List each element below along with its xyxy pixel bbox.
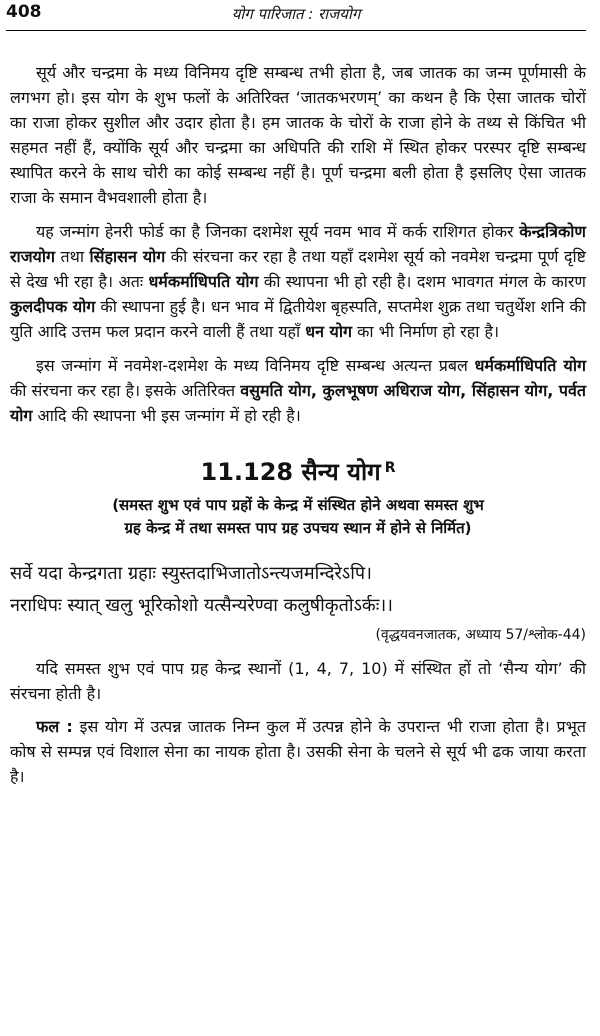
paragraph-1: सूर्य और चन्द्रमा के मध्य विनिमय दृष्टि सम्बन्ध तभी होता है, जब जातक का जन्म पूर्णमासी के लगभग हो। इस योग के शुभ फलों के अतिरिक्त ‘जातकभरणम्’ का कथन है कि ऐसा जातक चोरों का राजा होकर सुशील और उदार होता है। हम जातक के चोरों के राजा होने के तथ्य से किंचित भी सहमत नहीं हैं, क्योंकि सूर्य और चन्द्रमा का अधिपति की राशि में स्थित होकर परस्पर दृष्टि सम्बन्ध स्थापित करने के साथ चोरी का कोई सम्बन्ध नहीं है। पूर्ण चन्द्रमा बली होता है इसलिए ऐसा जातक राजा के समान वैभवशाली होता है।: [10, 63, 586, 207]
text-run: इस योग में उत्पन्न जातक निम्न कुल में उत्पन्न होने के उपरान्त भी राजा होता है। प्रभूत कोष से सम्पन्न एवं विशाल सेना का नायक होता है। उसकी सेना के चलने से सूर्य भी ढक जाया करता है।: [10, 717, 587, 786]
text-run: आदि की स्थापना भी इस जन्मांग में हो रही है।: [32, 406, 301, 425]
paragraph-5: [10, 714, 586, 789]
bold-term: केन्द्रत्रिकोण राजयोग: [10, 222, 586, 266]
bold-term: वसुमति योग, कुलभूषण अधिराज योग, सिंहासन योग, पर्वत योग: [10, 381, 586, 425]
paragraph-2: [10, 219, 586, 344]
text-run: इस जन्मांग में नवमेश-दशमेश के मध्य विनिमय दृष्टि सम्बन्ध अत्यन्त प्रबल: [36, 356, 475, 375]
sanskrit-verse: [10, 558, 586, 648]
text-run: की स्थापना भी हो रही है। दशम भावगत मंगल के कारण: [258, 272, 587, 291]
bold-term: धर्मकर्माधिपति योग: [474, 356, 586, 375]
page-number: 408: [6, 2, 42, 22]
subtitle-line: ग्रह केन्द्र में तथा समस्त पाप ग्रह उपचय स्थान में होने से निर्मित): [124, 519, 472, 537]
section-marker: R: [384, 460, 396, 476]
bold-term: धर्मकर्माधिपति योग: [148, 272, 259, 291]
section-heading: [10, 452, 586, 488]
text-run: की संरचना कर रहा है। इसके अतिरिक्त: [10, 381, 241, 400]
text-run: यह जन्मांग हेनरी फोर्ड का है जिनका दशमेश सूर्य नवम भाव में कर्क राशिगत होकर: [36, 222, 520, 241]
text-run: तथा: [55, 247, 90, 266]
paragraph-3: [10, 353, 586, 428]
verse-line-2: नराधिपः स्यात् खलु भूरिकोशो यत्सैन्यरेण्वा कलुषीकृतोऽर्कः।।: [10, 595, 394, 616]
bold-term: सिंहासन योग: [89, 247, 166, 266]
verse-line-1: सर्वे यदा केन्द्रगता ग्रहाः स्युस्तदाभिजातोऽन्त्यजमन्दिरेऽपि।: [10, 563, 372, 584]
page-body: [6, 60, 586, 789]
paragraph-4: यदि समस्त शुभ एवं पाप ग्रह केन्द्र स्थानों (1, 4, 7, 10) में संस्थित हों तो ‘सैन्य योग’ की संरचना होती है।: [10, 659, 586, 703]
bold-term: धन योग: [305, 322, 352, 341]
section-subtitle: [10, 494, 586, 540]
running-title: योग पारिजात : राजयोग: [231, 5, 361, 23]
subtitle-line: (समस्त शुभ एवं पाप ग्रहों के केन्द्र में संस्थित होने अथवा समस्त शुभ: [112, 496, 484, 514]
text-run: की स्थापना हुई है। धन भाव में द्वितीयेश बृहस्पति, सप्तमेश शुक्र तथा चतुर्थेश शनि की युति आदि उत्तम फल प्रदान करने वाली हैं तथा यहाँ: [10, 297, 586, 341]
page-header: [6, 0, 586, 31]
verse-source: (वृद्धयवनजातक, अध्याय 57/श्लोक-44): [375, 627, 586, 643]
result-label: फल :: [36, 717, 73, 736]
section-title: 11.128 सैन्य योग: [200, 458, 381, 486]
bold-term: कुलदीपक योग: [10, 297, 96, 316]
text-run: का भी निर्माण हो रहा है।: [351, 322, 500, 341]
text-run: की संरचना कर रहा है तथा यहाँ दशमेश सूर्य को नवमेश चन्द्रमा पूर्ण दृष्टि से देख भी रहा है। अतः: [10, 247, 586, 291]
